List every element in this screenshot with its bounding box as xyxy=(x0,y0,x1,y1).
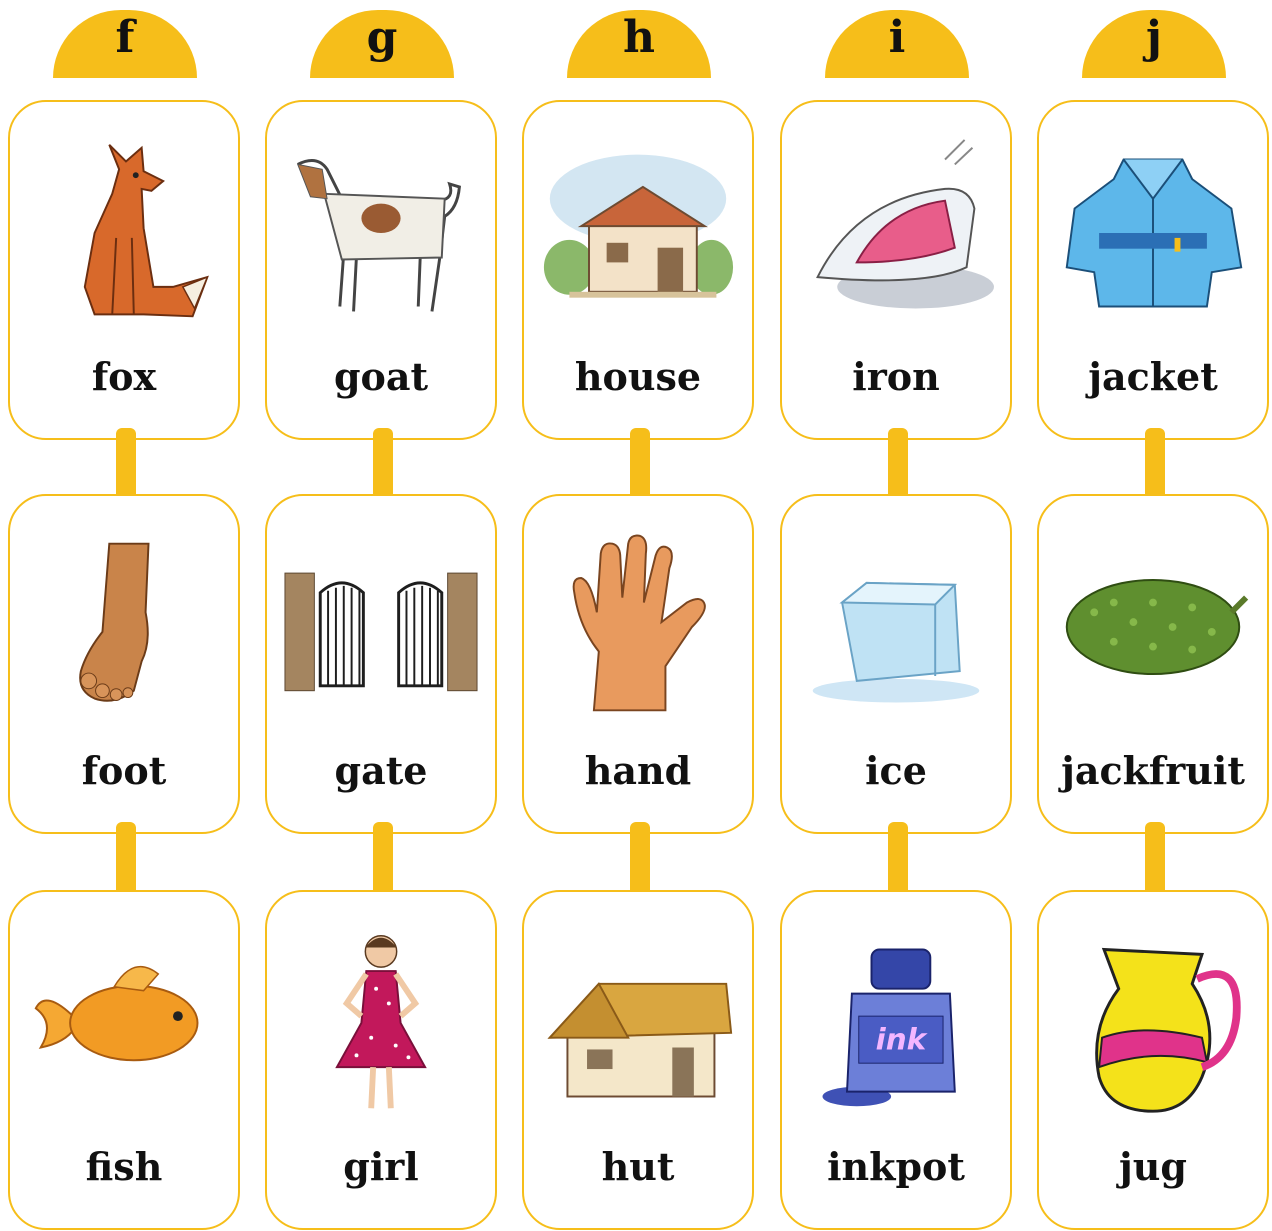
word-label: jug xyxy=(1119,1144,1187,1189)
girl-icon xyxy=(283,928,479,1118)
word-card xyxy=(8,494,240,834)
ice-icon xyxy=(798,532,994,722)
column-h xyxy=(522,0,758,1231)
iron-icon xyxy=(798,138,994,328)
gate-icon xyxy=(283,532,479,722)
letter-tab xyxy=(1082,10,1226,78)
word-label: girl xyxy=(343,1144,419,1189)
word-card xyxy=(780,100,1012,440)
fish-icon xyxy=(26,928,222,1118)
word-label: iron xyxy=(852,354,940,399)
letter-label: g xyxy=(366,12,398,63)
foot-icon xyxy=(26,532,222,722)
word-label: inkpot xyxy=(827,1144,965,1189)
word-label: fox xyxy=(91,354,157,399)
word-card xyxy=(1037,494,1269,834)
column-f xyxy=(8,0,244,1231)
column-j xyxy=(1037,0,1272,1231)
word-label: hut xyxy=(601,1144,675,1189)
word-card xyxy=(265,494,497,834)
word-label: jackfruit xyxy=(1061,748,1245,793)
letter-tab xyxy=(53,10,197,78)
letter-label: h xyxy=(623,12,655,63)
word-label: goat xyxy=(333,354,429,399)
ink-label: ink xyxy=(875,1022,927,1057)
word-card xyxy=(8,100,240,440)
inkpot-icon xyxy=(798,928,994,1118)
word-card xyxy=(780,890,1012,1230)
word-label: jacket xyxy=(1088,354,1218,399)
house-icon xyxy=(540,138,736,328)
letter-tab xyxy=(825,10,969,78)
jug-icon xyxy=(1055,928,1251,1118)
word-label: fish xyxy=(85,1144,163,1189)
word-card xyxy=(1037,890,1269,1230)
word-label: gate xyxy=(334,748,428,793)
fox-icon xyxy=(26,138,222,328)
letter-label: j xyxy=(1146,12,1162,63)
word-card xyxy=(780,494,1012,834)
word-card xyxy=(1037,100,1269,440)
letter-label: f xyxy=(115,12,135,63)
hand-icon xyxy=(540,532,736,722)
column-g xyxy=(265,0,501,1231)
word-card xyxy=(265,890,497,1230)
word-label: hand xyxy=(584,748,692,793)
goat-icon xyxy=(283,138,479,328)
jackfruit-icon xyxy=(1055,532,1251,722)
word-label: foot xyxy=(81,748,167,793)
word-label: house xyxy=(574,354,702,399)
word-card xyxy=(265,100,497,440)
word-card xyxy=(522,890,754,1230)
word-card xyxy=(522,100,754,440)
hut-icon xyxy=(540,928,736,1118)
word-label: ice xyxy=(865,748,927,793)
word-card xyxy=(522,494,754,834)
letter-tab xyxy=(567,10,711,78)
letter-label: i xyxy=(888,12,906,63)
word-card xyxy=(8,890,240,1230)
jacket-icon xyxy=(1055,138,1251,328)
letter-tab xyxy=(310,10,454,78)
column-i xyxy=(780,0,1016,1231)
